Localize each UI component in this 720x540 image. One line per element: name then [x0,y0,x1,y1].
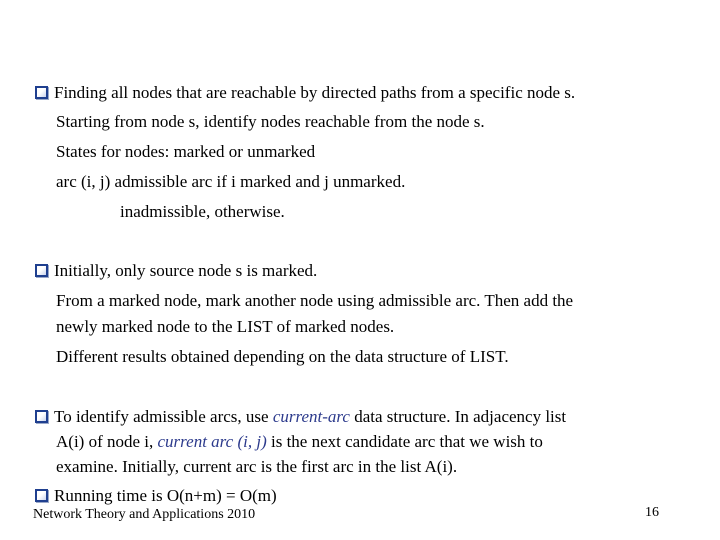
bullet-1-sub-2: States for nodes: marked or unmarked [56,142,316,161]
bullet-2-sub-1: From a marked node, mark another node using admissible arc. Then add the [56,291,574,310]
bullet-3-text-a: To identify admissible arcs, use [54,407,273,426]
bullet-1-sub-3: arc (i, j) admissible arc if i marked and j unmarked. [56,172,406,191]
checkbox-bullet-icon [35,86,48,99]
bullet-1-sub-4: inadmissible, otherwise. [120,202,285,221]
bullet-3-line-2-a: A(i) of node i, [56,432,158,451]
bullet-2-text: Initially, only source node s is marked. [54,261,318,280]
footer-course-title: Network Theory and Applications 2010 [33,507,256,522]
bullet-4 [35,485,277,507]
bullet-3-line-2 [56,431,543,453]
bullet-3-line-2-emphasis: current arc (i, j) [157,432,267,451]
checkbox-bullet-icon [35,410,48,423]
checkbox-bullet-icon [35,264,48,277]
bullet-1 [35,82,575,104]
bullet-4-text: Running time is O(n+m) = O(m) [54,486,277,505]
bullet-3-emphasis: current-arc [272,407,350,426]
bullet-3-line-2-b: is the next candidate arc that we wish to [266,432,543,451]
bullet-2 [35,260,317,282]
bullet-3 [35,406,566,428]
bullet-2-sub-2: newly marked node to the LIST of marked nodes. [56,317,395,336]
bullet-2-sub-3: Different results obtained depending on the data structure of LIST. [56,347,509,366]
bullet-1-text: Finding all nodes that are reachable by directed paths from a specific node s. [54,83,576,102]
page-number: 16 [645,505,659,520]
bullet-1-sub-1: Starting from node s, identify nodes reachable from the node s. [56,112,485,131]
bullet-3-text-b: data structure. In adjacency list [349,407,567,426]
bullet-3-line-3: examine. Initially, current arc is the first arc in the list A(i). [56,457,458,476]
checkbox-bullet-icon [35,489,48,502]
